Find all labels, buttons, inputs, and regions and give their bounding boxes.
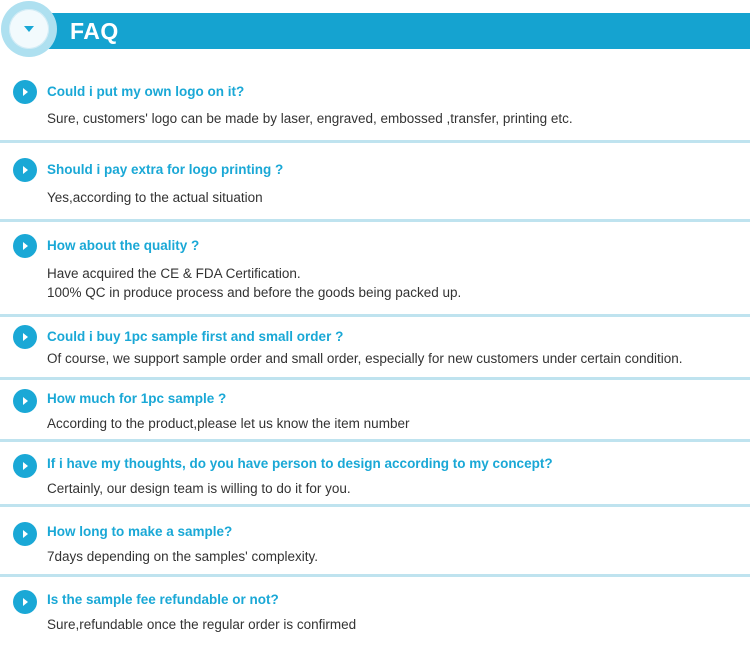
faq-answer: 7days depending on the samples' complexity. — [47, 549, 318, 564]
faq-question[interactable]: How much for 1pc sample ? — [47, 391, 227, 406]
faq-answer: Sure, customers' logo can be made by laser, engraved, embossed ,transfer, printing etc. — [47, 111, 573, 126]
faq-question[interactable]: Is the sample fee refundable or not? — [47, 592, 279, 607]
chevron-right-icon[interactable] — [13, 389, 37, 413]
header-toggle[interactable] — [1, 1, 57, 57]
divider — [0, 140, 750, 143]
chevron-right-icon[interactable] — [13, 325, 37, 349]
divider — [0, 219, 750, 222]
faq-answer: 100% QC in produce process and before the goods being packed up. — [47, 285, 462, 300]
divider — [0, 504, 750, 507]
divider — [0, 439, 750, 442]
chevron-right-icon[interactable] — [13, 590, 37, 614]
chevron-right-icon[interactable] — [13, 158, 37, 182]
faq-question[interactable]: Could i buy 1pc sample first and small order ? — [47, 329, 344, 344]
chevron-right-icon[interactable] — [13, 80, 37, 104]
chevron-right-icon[interactable] — [13, 454, 37, 478]
divider — [0, 377, 750, 380]
faq-question[interactable]: If i have my thoughts, do you have person to design according to my concept? — [47, 456, 553, 471]
divider — [0, 314, 750, 317]
faq-question[interactable]: Could i put my own logo on it? — [47, 84, 245, 99]
header-bar — [20, 13, 750, 49]
chevron-down-icon[interactable] — [9, 9, 49, 49]
faq-answer: According to the product,please let us know the item number — [47, 416, 410, 431]
faq-header — [0, 0, 750, 62]
faq-answer: Of course, we support sample order and small order, especially for new customers under certain condition. — [47, 351, 683, 366]
faq-question[interactable]: Should i pay extra for logo printing ? — [47, 162, 284, 177]
faq-answer: Certainly, our design team is willing to do it for you. — [47, 481, 351, 496]
faq-question[interactable]: How long to make a sample? — [47, 524, 233, 539]
faq-answer: Sure,refundable once the regular order is confirmed — [47, 617, 357, 632]
faq-answer: Yes,according to the actual situation — [47, 190, 263, 205]
divider — [0, 574, 750, 577]
chevron-right-icon[interactable] — [13, 234, 37, 258]
faq-question[interactable]: How about the quality ? — [47, 238, 200, 253]
page-title: FAQ — [70, 18, 119, 44]
chevron-right-icon[interactable] — [13, 522, 37, 546]
faq-answer: Have acquired the CE & FDA Certification. — [47, 266, 301, 281]
